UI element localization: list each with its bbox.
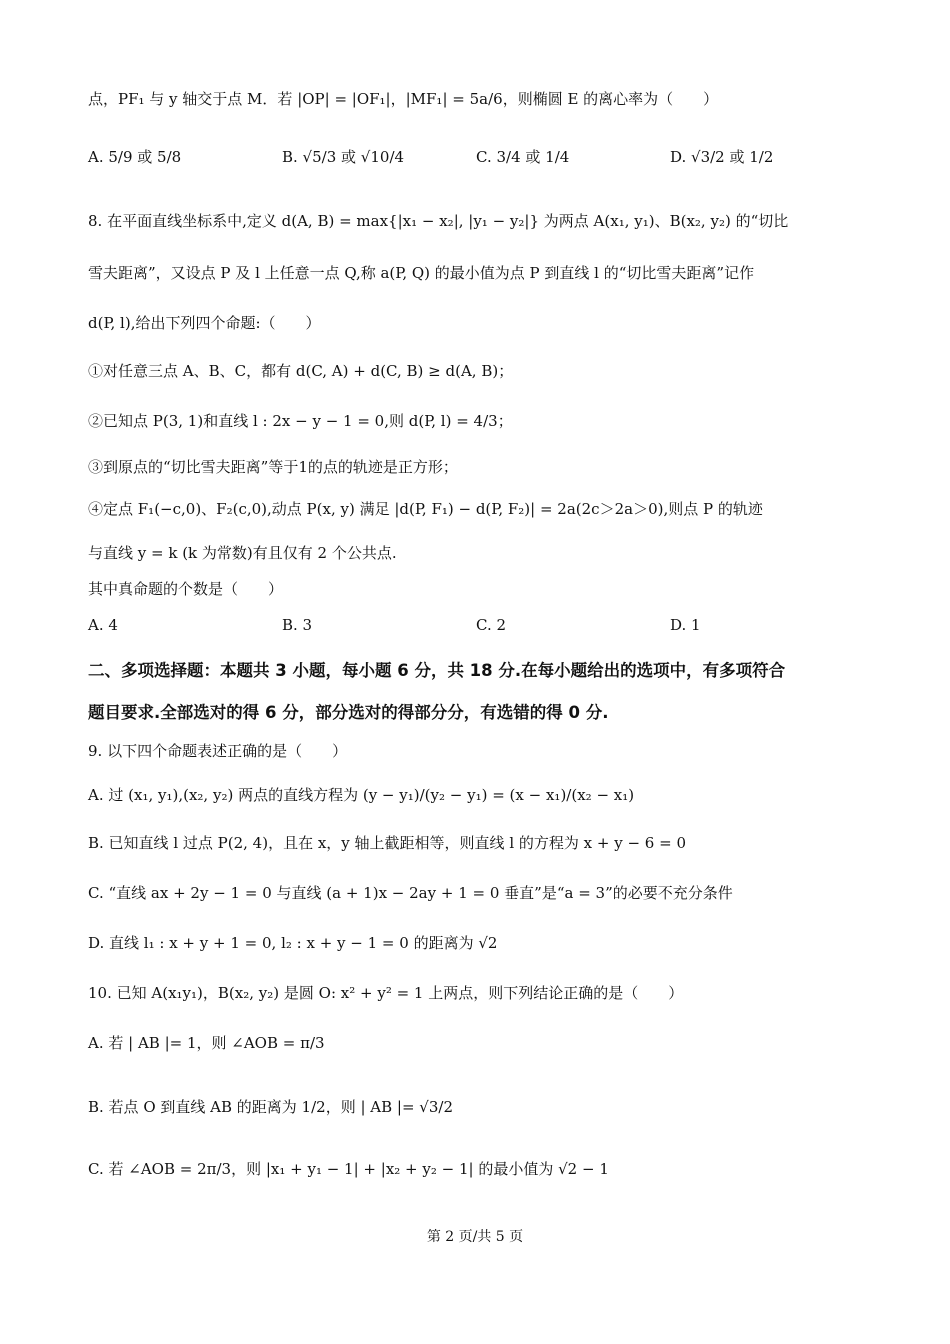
q10-option-b: B. 若点 O 到直线 AB 的距离为 1/2，则 | AB |= √3/2 [88,1098,453,1116]
q7-option-b: B. √5/3 或 √10/4 [282,148,405,166]
q7-options [88,146,888,196]
q8-statement-4: ④定点 F₁(−c,0)、F₂(c,0),动点 P(x, y) 满足 |d(P, F₁) − d(P, F₂)| = 2a(2c＞2a＞0),则点 P 的轨迹 [88,500,763,518]
q10-option-c: C. 若 ∠AOB = 2π/3，则 |x₁ + y₁ − 1| + |x₂ + y₂ − 1| 的最小值为 √2 − 1 [88,1160,609,1178]
q9-option-c: C. “直线 ax + 2y − 1 = 0 与直线 (a + 1)x − 2ay + 1 = 0 垂直”是“a = 3”的必要不充分条件 [88,884,733,902]
q8-stem-line-2: 雪夫距离”，又设点 P 及 l 上任意一点 Q,称 a(P, Q) 的最小值为点 P 到直线 l 的“切比雪夫距离”记作 [88,264,755,282]
q8-option-c: C. 2 [476,616,507,634]
q8-option-d: D. 1 [670,616,701,634]
q8-option-b: B. 3 [282,616,313,634]
section-2-heading-line-1: 二、多项选择题：本题共 3 小题，每小题 6 分，共 18 分.在每小题给出的选项中，有多项符合 [88,661,786,680]
q7-option-d: D. √3/2 或 1/2 [670,148,774,166]
q7-tail: 点，PF₁ 与 y 轴交于点 M．若 |OP| = |OF₁|，|MF₁| = 5a/6，则椭圆 E 的离心率为（ ） [88,90,719,108]
q9-option-d: D. 直线 l₁ : x + y + 1 = 0, l₂ : x + y − 1 = 0 的距离为 √2 [88,934,498,952]
q9-stem: 9. 以下四个命题表述正确的是（ ） [88,742,348,760]
q7-option-c: C. 3/4 或 1/4 [476,148,570,166]
page-footer: 第 2 页/共 5 页 [426,1229,524,1245]
q10-option-a: A. 若 | AB |= 1，则 ∠AOB = π/3 [88,1034,325,1052]
q8-option-a: A. 4 [88,616,118,634]
q8-statement-2: ②已知点 P(3, 1)和直线 l : 2x − y − 1 = 0,则 d(P, l) = 4/3； [88,412,513,430]
q8-options [88,616,888,642]
q10-stem: 10. 已知 A(x₁y₁)，B(x₂, y₂) 是圆 O: x² + y² = 1 上两点，则下列结论正确的是（ ） [88,984,684,1002]
q9-option-b: B. 已知直线 l 过点 P(2, 4)，且在 x，y 轴上截距相等，则直线 l 的方程为 x + y − 6 = 0 [88,834,686,852]
q8-statement-4-cont: 与直线 y = k (k 为常数)有且仅有 2 个公共点. [88,544,397,562]
q8-question: 其中真命题的个数是（ ） [88,580,284,598]
q8-statement-3: ③到原点的“切比雪夫距离”等于1的点的轨迹是正方形； [88,458,458,476]
q8-stem-line-1: 8. 在平面直线坐标系中,定义 d(A, B) = max{|x₁ − x₂|, |y₁ − y₂|} 为两点 A(x₁, y₁)、B(x₂, y₂) 的“切比 [88,212,789,230]
q8-stem-line-3: d(P, l),给出下列四个命题:（ ） [88,314,321,332]
q9-option-a: A. 过 (x₁, y₁),(x₂, y₂) 两点的直线方程为 (y − y₁)/(y₂ − y₁) = (x − x₁)/(x₂ − x₁) [88,786,635,804]
q7-option-a: A. 5/9 或 5/8 [88,148,182,166]
section-2-heading-line-2: 题目要求.全部选对的得 6 分，部分选对的得部分分，有选错的得 0 分. [88,703,609,722]
q8-statement-1: ①对任意三点 A、B、C，都有 d(C, A) + d(C, B) ≥ d(A, B)； [88,362,514,380]
